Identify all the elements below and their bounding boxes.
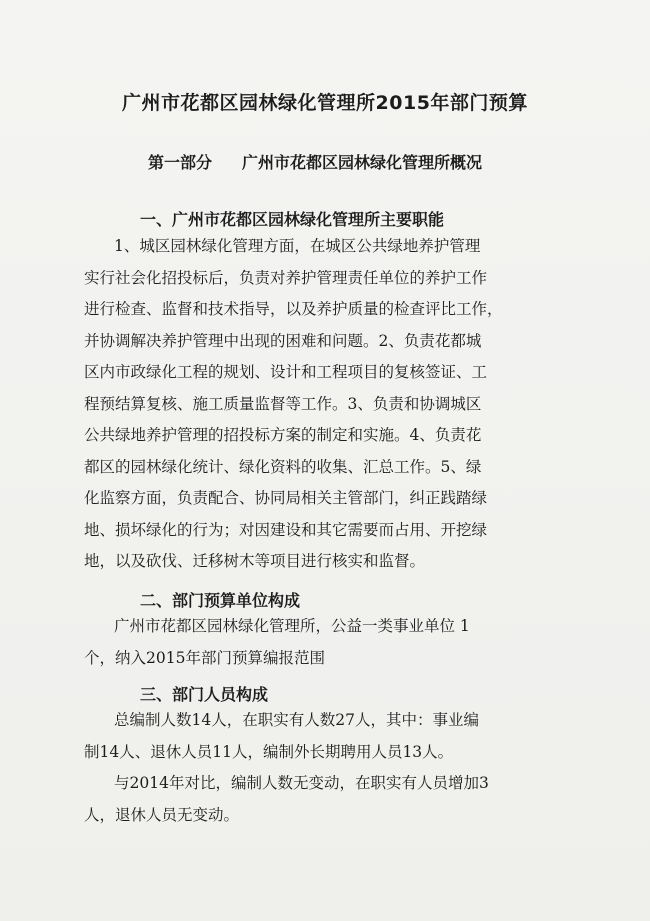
text-line: 化监察方面，负责配合、协同局相关主管部门，纠正践踏绿	[84, 489, 488, 507]
text-line: 并协调解决养护管理中出现的困难和问题。2、负责花都城	[84, 331, 482, 350]
text-line: 实行社会化招投标后，负责对养护管理责任单位的养护工作	[84, 268, 488, 287]
part-heading	[148, 150, 628, 173]
section2-heading: 二、部门预算单位构成	[140, 591, 301, 610]
section3-heading: 三、部门人员构成	[140, 685, 269, 704]
section3-body	[84, 705, 574, 831]
text-line: 程预结算复核、施工质量监督等工作。3、负责和协调城区	[84, 394, 482, 413]
text-line: 总编制人数14人，在职实有人数27人，其中：事业编	[114, 711, 479, 729]
text-line: 个，纳入2015年部门预算编报范围	[84, 648, 325, 667]
section2-body	[84, 611, 574, 674]
part-label: 第一部分	[148, 153, 213, 172]
text-line: 广州市花都区园林绿化管理所，公益一类事业单位 1	[114, 617, 470, 635]
section1-heading: 一、广州市花都区园林绿化管理所主要职能	[140, 210, 445, 229]
text-line: 与2014年对比，编制人数无变动，在职实有人员增加3	[114, 774, 489, 792]
text-line: 进行检查、监督和技术指导，以及养护质量的检查评比工作，	[84, 300, 503, 318]
text-line: 都区的园林绿化统计、绿化资料的收集、汇总工作。5、绿	[84, 457, 482, 476]
text-line: 区内市政绿化工程的规划、设计和工程项目的复核签证、工	[84, 363, 488, 381]
section1-body	[84, 231, 574, 578]
document-title: 广州市花都区园林绿化管理所2015年部门预算	[122, 92, 528, 114]
part-title: 广州市花都区园林绿化管理所概况	[242, 153, 483, 172]
text-line: 地，以及砍伐、迁移树木等项目进行核实和监督。	[84, 552, 426, 570]
text-line: 人，退休人员无变动。	[84, 805, 240, 824]
text-line: 1、城区园林绿化管理方面，在城区公共绿地养护管理	[114, 237, 481, 255]
text-line: 地、损坏绿化的行为；对因建设和其它需要而占用、开挖绿	[84, 520, 488, 539]
text-line: 制14人、退休人员11人，编制外长期聘用人员13人。	[84, 742, 454, 761]
text-line: 公共绿地养护管理的招投标方案的制定和实施。4、负责花	[84, 426, 482, 444]
